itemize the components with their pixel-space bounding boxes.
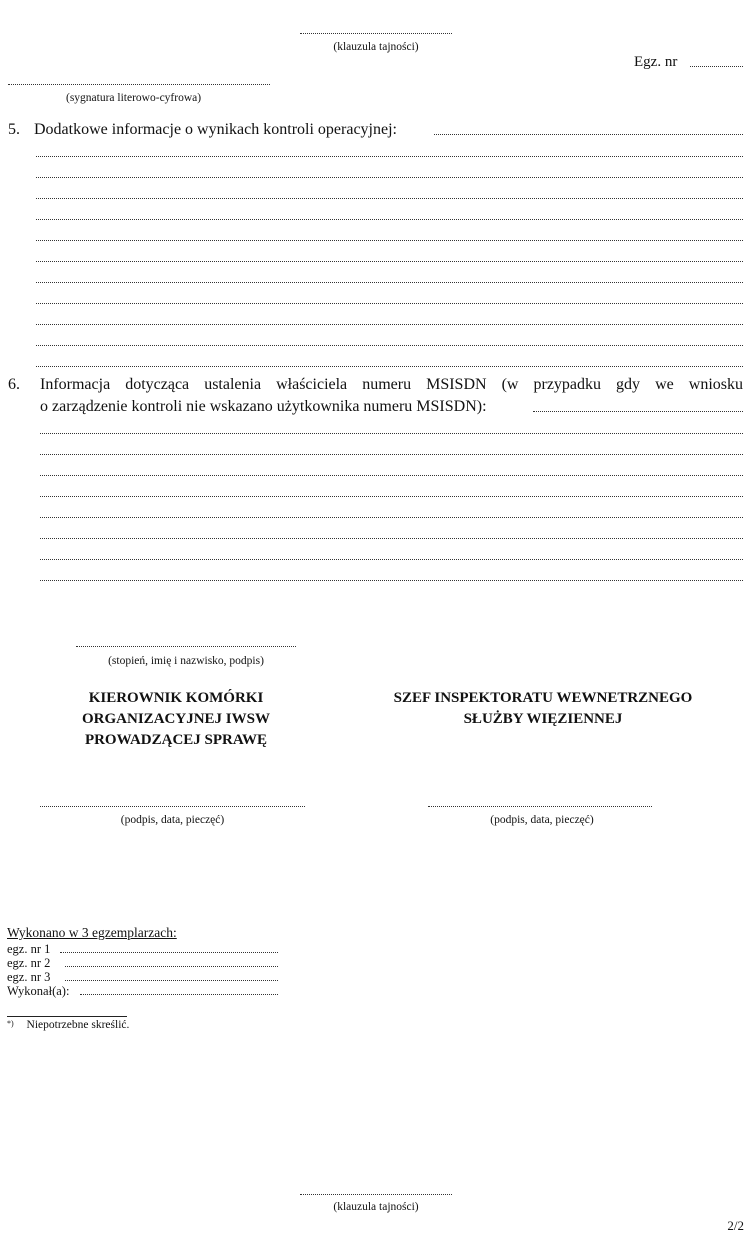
- section6-line: [40, 454, 743, 455]
- section6-fill-line: [533, 411, 743, 412]
- classification-label-top: (klauzula tajności): [333, 41, 419, 53]
- classification-label-bottom: (klauzula tajności): [333, 1201, 419, 1213]
- classification-line-top: [300, 33, 452, 34]
- section6-line: [40, 433, 743, 434]
- section6-heading-line1: Informacja dotycząca ustalenia właściciela numeru MSISDN (w przypadku gdy we wniosku: [40, 376, 743, 393]
- footnote-mark: *): [7, 1019, 14, 1028]
- copies-title: Wykonano w 3 egzemplarzach:: [7, 925, 177, 940]
- signature-line: [8, 84, 270, 85]
- section6-line: [40, 559, 743, 560]
- right-authority-heading: [370, 688, 716, 730]
- left-authority-line2: ORGANIZACYJNEJ IWSW: [82, 711, 270, 727]
- section5-heading: Dodatkowe informacje o wynikach kontroli operacyjnej:: [34, 121, 397, 138]
- section6-line: [40, 496, 743, 497]
- footnote: [7, 1019, 129, 1031]
- signature-label: (sygnatura literowo-cyfrowa): [66, 92, 202, 104]
- section6-line: [40, 475, 743, 476]
- right-authority-line1: SZEF INSPEKTORATU WEWNETRZNEGO: [393, 690, 693, 706]
- copy-item: egz. nr 1: [7, 942, 277, 956]
- footnote-text: Niepotrzebne skreślić.: [26, 1019, 130, 1031]
- copy-number-label: Egz. nr: [634, 54, 678, 70]
- left-signature-caption: (podpis, data, pieczęć): [120, 814, 225, 826]
- section5-line: [36, 366, 743, 367]
- section5-line: [36, 261, 743, 262]
- left-authority-line3: PROWADZĄCEJ SPRAWĘ: [84, 732, 268, 748]
- page-number: 2/2: [727, 1218, 744, 1233]
- copies-list: [7, 942, 277, 998]
- section5-line: [36, 345, 743, 346]
- section5-line: [36, 282, 743, 283]
- right-signature-caption: (podpis, data, pieczęć): [490, 814, 594, 826]
- section5-line: [36, 198, 743, 199]
- right-signature-line: [428, 806, 652, 807]
- section6-number: 6.: [8, 376, 20, 393]
- left-signature-line: [40, 806, 305, 807]
- footnote-separator: [7, 1016, 127, 1017]
- copy-item: egz. nr 3: [7, 970, 277, 984]
- section6-heading-line2: o zarządzenie kontroli nie wskazano użytkownika numeru MSISDN):: [40, 398, 487, 415]
- copy-item: Wykonał(a):: [7, 984, 277, 998]
- section5-line: [36, 219, 743, 220]
- officer-caption: (stopień, imię i nazwisko, podpis): [108, 655, 264, 667]
- section5-number: 5.: [8, 121, 20, 138]
- left-authority-line1: KIEROWNIK KOMÓRKI: [88, 690, 264, 706]
- section5-line: [36, 303, 743, 304]
- section5-line: [36, 240, 743, 241]
- copy-number-line: [690, 66, 743, 67]
- section5-line: [36, 177, 743, 178]
- section5-line: [36, 156, 743, 157]
- left-authority-heading: [40, 688, 312, 751]
- section6-line: [40, 517, 743, 518]
- section6-line: [40, 538, 743, 539]
- copy-item: egz. nr 2: [7, 956, 277, 970]
- officer-signature-line: [76, 646, 296, 647]
- section6-line: [40, 580, 743, 581]
- section5-line: [36, 324, 743, 325]
- right-authority-line2: SŁUŻBY WIĘZIENNEJ: [463, 711, 623, 727]
- classification-line-bottom: [300, 1194, 452, 1195]
- section5-fill-line: [434, 134, 743, 135]
